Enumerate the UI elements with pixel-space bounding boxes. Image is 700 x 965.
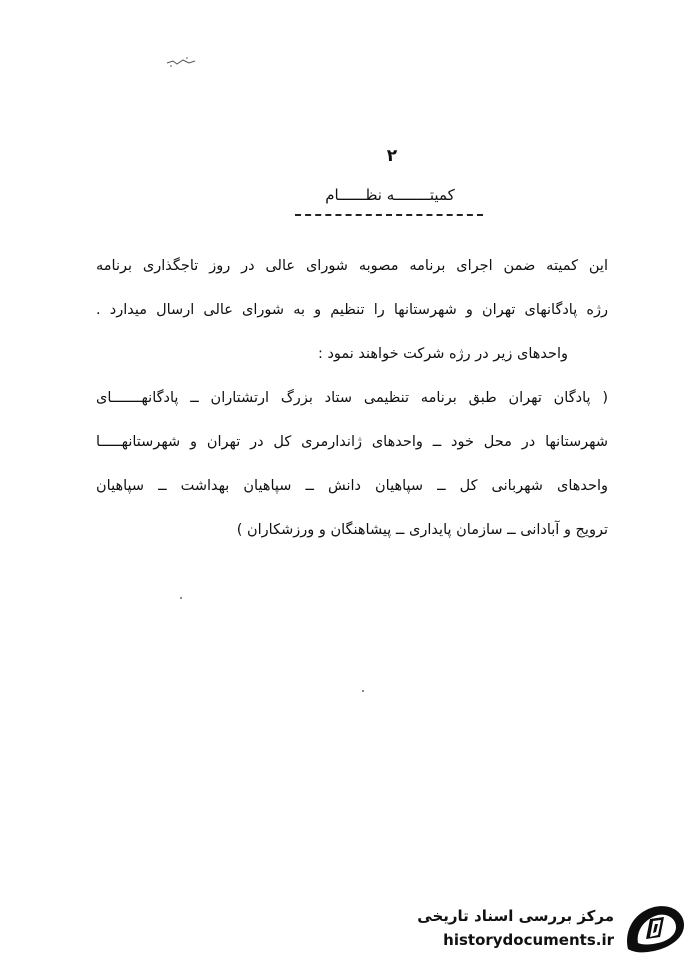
paragraph-line: واحدهای زیر در رژه شرکت خواهند نمود :	[317, 346, 568, 362]
paragraph-line: رژه پادگانهای تهران و شهرستانها را تنظیم و به شورای عالی ارسال میدارد .	[96, 302, 608, 318]
archive-watermark	[402, 903, 692, 957]
heading-underline	[295, 214, 483, 220]
document-heading: کمیتــــــــه نظــــــام	[325, 186, 455, 204]
paragraph-line: واحدهای شهربانی کل ــ سپاهیان دانش ــ سپاهیان بهداشت ــ سپاهیان	[96, 478, 608, 494]
stray-dot	[362, 690, 364, 692]
paragraph-line: این کمیته ضمن اجرای برنامه مصوبه شورای عالی در روز تاجگذاری برنامه	[96, 258, 608, 274]
watermark-organization: مرکز بررسی اسناد تاریخی	[417, 907, 614, 925]
paragraph-line: ترویج و آبادانی ــ سازمان پایداری ــ پیشاهنگان و ورزشکاران )	[236, 522, 608, 538]
body-paragraph	[96, 244, 608, 552]
stray-dot	[180, 597, 182, 599]
archive-logo-icon	[620, 903, 688, 957]
page-number: ۲	[386, 146, 398, 166]
ink-speck-decoration	[165, 55, 197, 69]
paragraph-line: شهرستانها در محل خود ــ واحدهای ژاندارمری کل در تهران و شهرستانهـــــا	[96, 434, 608, 450]
watermark-url: historydocuments.ir	[443, 931, 614, 949]
paragraph-line: ( پادگان تهران طبق برنامه تنظیمی ستاد بزرگ ارتشتاران ــ پادگانهـــــــای	[96, 390, 608, 406]
